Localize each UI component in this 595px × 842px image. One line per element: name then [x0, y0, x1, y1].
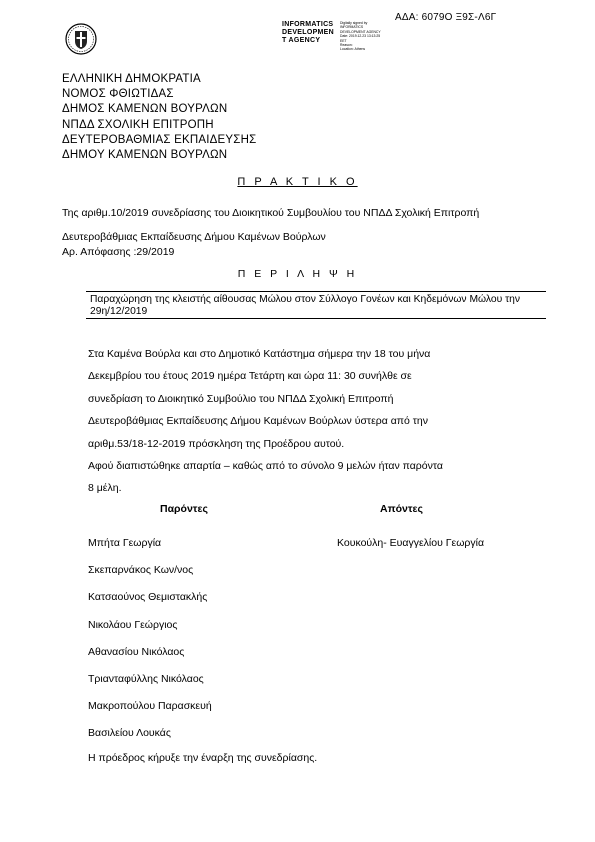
- body-line: αριθμ.53/18-12-2019 πρόσκληση της Προέδρου αυτού.: [88, 437, 345, 450]
- present-member: Αθανασίου Νικόλαος: [88, 645, 185, 658]
- body-line: Δευτεροβάθμιας Εκπαίδευσης Δήμου Καμένων Βούρλων ύστερα από την: [88, 415, 429, 428]
- absent-heading: Απόντες: [380, 503, 424, 515]
- agency-line: DEVELOPMEN: [282, 29, 335, 36]
- header-line: ΝΠΔΔ ΣΧΟΛΙΚΗ ΕΠΙΤΡΟΠΗ: [62, 118, 214, 131]
- header-line: ΔΗΜΟΥ ΚΑΜΕΝΩΝ ΒΟΥΡΛΩΝ: [62, 149, 228, 162]
- document-title: Π Ρ Α Κ Τ Ι Κ Ο: [237, 176, 358, 188]
- summary-title: Π Ε Ρ Ι Λ Η Ψ Η: [237, 268, 358, 280]
- present-member: Κατσαούνος Θεμιστακλής: [88, 591, 208, 604]
- absent-members-list: [337, 530, 484, 557]
- present-member: Μπήτα Γεωργία: [88, 537, 162, 549]
- header-line: ΝΟΜΟΣ ΦΘΙΩΤΙΔΑΣ: [62, 88, 174, 101]
- agency-line: T AGENCY: [282, 37, 321, 44]
- body-line: 8 μέλη.: [88, 482, 122, 495]
- ada-code: ΑΔΑ: 6079Ο Ξ9Σ-Λ6Γ: [395, 12, 497, 23]
- decision-number: Αρ. Απόφασης :29/2019: [62, 246, 175, 258]
- summary-text: Παραχώρηση της κλειστής αίθουσας Μώλου στον Σύλλογο Γονέων και Κηδεμόνων Μώλου την 29η/12/2019: [86, 291, 546, 319]
- signature-line: EET: [340, 38, 347, 43]
- body-line: Δεκεμβρίου του έτους 2019 ημέρα Τετάρτη και ώρα 11: 30 συνήλθε σε: [88, 370, 412, 383]
- present-members-list: [88, 530, 212, 748]
- body-line: Αφού διαπιστώθηκε απαρτία – καθώς από το σύνολο 9 μελών ήταν παρόντα: [88, 460, 443, 473]
- body-line: Στα Καμένα Βούρλα και στο Δημοτικό Κατάστημα σήμερα την 18 του μήνα: [88, 348, 431, 360]
- present-member: Μακροπούλου Παρασκευή: [88, 700, 212, 713]
- present-member: Τριανταφύλλης Νικόλαος: [88, 673, 204, 686]
- issuer-header: [62, 72, 256, 163]
- header-line: ΔΕΥΤΕΡΟΒΑΘΜΙΑΣ ΕΚΠΑΙΔΕΥΣΗΣ: [62, 133, 257, 146]
- minutes-body: [88, 343, 518, 500]
- present-heading: Παρόντες: [160, 503, 208, 515]
- absent-member: Κουκούλη- Ευαγγελίου Γεωργία: [337, 537, 485, 549]
- header-line: ΔΗΜΟΣ ΚΑΜΕΝΩΝ ΒΟΥΡΛΩΝ: [62, 103, 228, 116]
- signature-line: Digitally signed by: [340, 21, 368, 25]
- agency-signature: [282, 21, 334, 45]
- signature-line: Reason:: [340, 43, 353, 48]
- body-line: συνεδρίαση το Διοικητικό Συμβούλιο του ΝΠΔΔ Σχολική Επιτροπή: [88, 392, 394, 405]
- signature-line: Location: Athens: [340, 47, 366, 52]
- agency-line: INFORMATICS: [282, 21, 334, 28]
- greek-coat-of-arms-icon: [64, 22, 98, 56]
- digital-signature-details: [340, 21, 400, 52]
- closing-statement: Η πρόεδρος κήρυξε την έναρξη της συνεδρίασης.: [88, 752, 318, 764]
- present-member: Νικολάου Γεώργιος: [88, 618, 178, 631]
- present-member: Βασιλείου Λουκάς: [88, 727, 171, 740]
- meeting-intro: Της αριθμ.10/2019 συνεδρίασης του Διοικητικού Συμβουλίου του ΝΠΔΔ Σχολική Επιτροπή Δευτεροβάθμιας Εκπαίδευσης Δήμου Καμένων Βούρλων: [62, 207, 480, 243]
- signature-line: INFORMATICS: [340, 25, 364, 30]
- signature-line: Date: 2019.12.23 13:13:25: [340, 34, 381, 39]
- header-line: ΕΛΛΗΝΙΚΗ ΔΗΜΟΚΡΑΤΙΑ: [62, 73, 201, 85]
- signature-line: DEVELOPMENT AGENCY: [340, 29, 381, 34]
- present-member: Σκεπαρνάκος Κων/νος: [88, 564, 194, 577]
